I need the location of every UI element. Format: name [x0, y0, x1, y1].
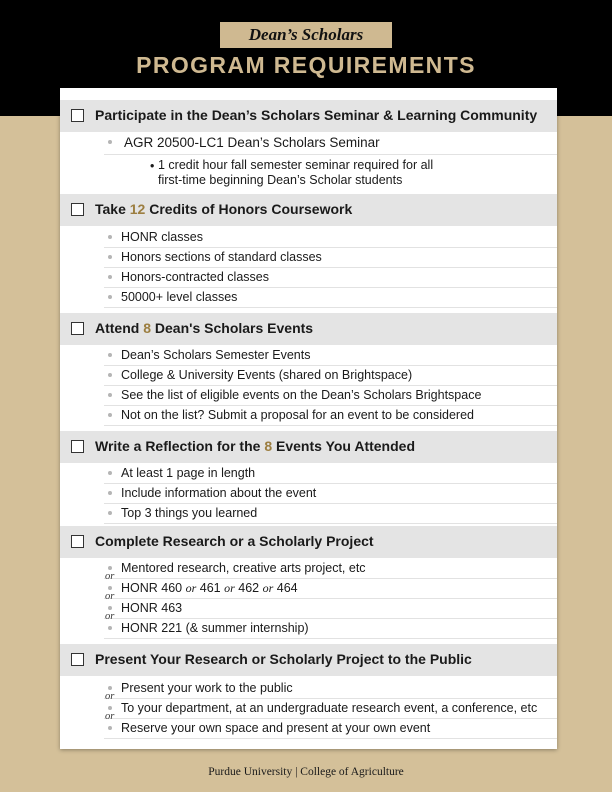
- list-item: Honors-contracted classes: [104, 268, 557, 288]
- checkbox-attend-events[interactable]: [71, 322, 84, 335]
- list-item: HONR 221 (& summer internship): [104, 619, 557, 639]
- requirements-card: [60, 88, 557, 749]
- page-title: PROGRAM REQUIREMENTS: [136, 52, 476, 78]
- list-item: 50000+ level classes: [104, 288, 557, 308]
- checkbox-seminar[interactable]: [71, 109, 84, 122]
- list-item: See the list of eligible events on the Dean’s Scholars Brightspace: [104, 386, 557, 406]
- section-title: Attend 8 Dean's Scholars Events: [95, 320, 314, 336]
- list-item: Honors sections of standard classes: [104, 248, 557, 268]
- footer: Purdue University | College of Agriculture: [208, 766, 404, 778]
- list-item: Include information about the event: [104, 484, 557, 504]
- or-label: or: [105, 571, 115, 582]
- list-item: College & University Events (shared on Brightspace): [104, 366, 557, 386]
- section-title: Present Your Research or Scholarly Project to the Public: [95, 651, 472, 667]
- list-item: Present your work to the public: [104, 679, 557, 699]
- list-item: Mentored research, creative arts project, etc: [104, 559, 557, 579]
- list-item: At least 1 page in length: [104, 464, 557, 484]
- list-item: Dean’s Scholars Semester Events: [104, 346, 557, 366]
- list-item: Reserve your own space and present at your own event: [104, 719, 557, 739]
- list-item: HONR 463: [104, 599, 557, 619]
- list-item: AGR 20500-LC1 Dean’s Scholars Seminar: [104, 133, 557, 155]
- or-label: or: [105, 711, 115, 722]
- section-attend-events: [60, 313, 557, 345]
- or-label: or: [105, 591, 115, 602]
- brand-label: Dean’s Scholars: [220, 22, 392, 48]
- section-title: Write a Reflection for the 8 Events You Attended: [95, 438, 415, 454]
- section-research: [60, 526, 557, 558]
- list-item: To your department, at an undergraduate research event, a conference, etc: [104, 699, 557, 719]
- list-subitem: • 1 credit hour fall semester seminar required for all first-time beginning Dean’s Scholar students: [150, 158, 434, 187]
- section-title: Participate in the Dean’s Scholars Seminar & Learning Community: [95, 107, 538, 123]
- checkbox-reflection[interactable]: [71, 440, 84, 453]
- bullet-icon: [108, 140, 112, 144]
- or-label: or: [105, 611, 115, 622]
- section-present: [60, 644, 557, 676]
- checkbox-present[interactable]: [71, 653, 84, 666]
- section-title: Take 12 Credits of Honors Coursework: [95, 201, 353, 217]
- section-reflection: [60, 431, 557, 463]
- list-item: HONR 460 or 461 or 462 or 464: [104, 579, 557, 599]
- list-item: Not on the list? Submit a proposal for an event to be considered: [104, 406, 557, 426]
- section-title: Complete Research or a Scholarly Project: [95, 533, 374, 549]
- section-seminar: [60, 100, 557, 132]
- checkbox-honors-credits[interactable]: [71, 203, 84, 216]
- section-honors-credits: [60, 194, 557, 226]
- checkbox-research[interactable]: [71, 535, 84, 548]
- or-label: or: [105, 691, 115, 702]
- list-item: HONR classes: [104, 228, 557, 248]
- list-item: Top 3 things you learned: [104, 504, 557, 524]
